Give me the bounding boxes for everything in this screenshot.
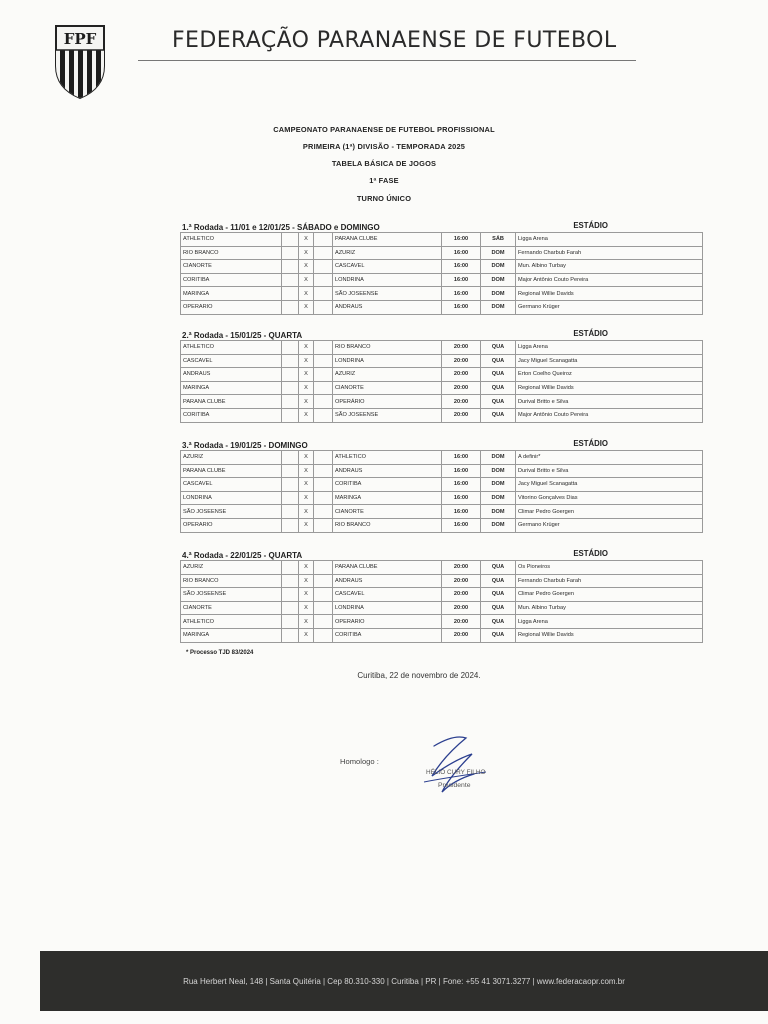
heading-championship: CAMPEONATO PARANAENSE DE FUTEBOL PROFISSIONAL [273, 125, 495, 134]
table-row [181, 233, 703, 247]
table-row [181, 368, 703, 382]
place-date: Curitiba, 22 de novembro de 2024. [357, 671, 481, 680]
spacer-cell [282, 574, 299, 588]
kickoff-time: 16:00 [442, 518, 481, 532]
stadium-name: Jacy Miguel Scanagatta [516, 478, 703, 492]
table-row [181, 628, 703, 642]
weekday: QUA [481, 408, 516, 422]
kickoff-time: 16:00 [442, 300, 481, 314]
versus-mark: X [299, 300, 314, 314]
table-row [181, 287, 703, 301]
title-divider [138, 60, 636, 61]
home-team: PARANA CLUBE [181, 395, 282, 409]
kickoff-time: 20:00 [442, 395, 481, 409]
spacer-cell [314, 588, 333, 602]
spacer-cell [314, 300, 333, 314]
table-row [181, 464, 703, 478]
away-team: CASCAVEL [333, 260, 442, 274]
spacer-cell [314, 341, 333, 355]
versus-mark: X [299, 601, 314, 615]
kickoff-time: 16:00 [442, 478, 481, 492]
weekday: QUA [481, 341, 516, 355]
spacer-cell [314, 628, 333, 642]
spacer-cell [282, 368, 299, 382]
home-team: SÃO JOSEENSE [181, 588, 282, 602]
stadium-name: Fernando Charbub Farah [516, 246, 703, 260]
round-header [180, 438, 684, 450]
stadium-name: Major Antônio Couto Pereira [516, 408, 703, 422]
spacer-cell [282, 246, 299, 260]
home-team: CIANORTE [181, 601, 282, 615]
spacer-cell [314, 260, 333, 274]
away-team: CASCAVEL [333, 588, 442, 602]
stadium-name: Ligga Arena [516, 233, 703, 247]
spacer-cell [314, 246, 333, 260]
table-row [181, 561, 703, 575]
versus-mark: X [299, 368, 314, 382]
table-row [181, 478, 703, 492]
table-row [181, 300, 703, 314]
versus-mark: X [299, 518, 314, 532]
spacer-cell [314, 561, 333, 575]
round-title: 3.ª Rodada - 19/01/25 - DOMINGO [182, 441, 308, 450]
weekday: QUA [481, 588, 516, 602]
spacer-cell [314, 273, 333, 287]
home-team: AZURIZ [181, 561, 282, 575]
versus-mark: X [299, 408, 314, 422]
stadium-column-label: ESTÁDIO [573, 439, 608, 448]
stadium-name: Regional Willie Davids [516, 381, 703, 395]
kickoff-time: 20:00 [442, 601, 481, 615]
kickoff-time: 16:00 [442, 505, 481, 519]
home-team: ATHLETICO [181, 615, 282, 629]
spacer-cell [282, 505, 299, 519]
spacer-cell [314, 478, 333, 492]
home-team: CASCAVEL [181, 354, 282, 368]
versus-mark: X [299, 478, 314, 492]
away-team: LONDRINA [333, 273, 442, 287]
kickoff-time: 16:00 [442, 273, 481, 287]
home-team: RIO BRANCO [181, 246, 282, 260]
away-team: ANDRAUS [333, 300, 442, 314]
stadium-name: Jacy Miguel Scanagatta [516, 354, 703, 368]
weekday: DOM [481, 260, 516, 274]
home-team: CASCAVEL [181, 478, 282, 492]
stadium-name: Ligga Arena [516, 615, 703, 629]
home-team: ANDRAUS [181, 368, 282, 382]
round-title: 1.ª Rodada - 11/01 e 12/01/25 - SÁBADO e DOMINGO [182, 223, 380, 232]
logo-monogram: FPF [63, 30, 97, 48]
away-team: MARINGA [333, 491, 442, 505]
spacer-cell [314, 615, 333, 629]
versus-mark: X [299, 464, 314, 478]
weekday: DOM [481, 478, 516, 492]
games-table [180, 560, 703, 643]
weekday: DOM [481, 287, 516, 301]
table-row [181, 260, 703, 274]
away-team: LONDRINA [333, 354, 442, 368]
weekday: DOM [481, 246, 516, 260]
weekday: QUA [481, 395, 516, 409]
versus-mark: X [299, 287, 314, 301]
table-row [181, 354, 703, 368]
spacer-cell [314, 368, 333, 382]
kickoff-time: 16:00 [442, 287, 481, 301]
stadium-name: A definir* [516, 451, 703, 465]
away-team: LONDRINA [333, 601, 442, 615]
round-header [180, 328, 684, 340]
kickoff-time: 16:00 [442, 491, 481, 505]
stadium-name: Climar Pedro Goergen [516, 505, 703, 519]
home-team: CIANORTE [181, 260, 282, 274]
versus-mark: X [299, 273, 314, 287]
stadium-name: Durival Britto e Silva [516, 395, 703, 409]
versus-mark: X [299, 233, 314, 247]
games-table [180, 232, 703, 315]
weekday: SÁB [481, 233, 516, 247]
spacer-cell [282, 491, 299, 505]
process-note: * Processo TJD 83/2024 [186, 650, 254, 656]
stadium-column-label: ESTÁDIO [573, 549, 608, 558]
away-team: ANDRAUS [333, 574, 442, 588]
weekday: QUA [481, 381, 516, 395]
spacer-cell [282, 233, 299, 247]
spacer-cell [314, 408, 333, 422]
home-team: PARANA CLUBE [181, 464, 282, 478]
spacer-cell [282, 300, 299, 314]
kickoff-time: 20:00 [442, 615, 481, 629]
stadium-name: Regional Willie Davids [516, 287, 703, 301]
spacer-cell [282, 628, 299, 642]
round-3-section [180, 438, 684, 533]
versus-mark: X [299, 354, 314, 368]
kickoff-time: 20:00 [442, 574, 481, 588]
heading-phase: 1ª FASE [369, 176, 399, 185]
versus-mark: X [299, 395, 314, 409]
table-row [181, 273, 703, 287]
away-team: CORITIBA [333, 628, 442, 642]
kickoff-time: 20:00 [442, 628, 481, 642]
table-row [181, 408, 703, 422]
spacer-cell [282, 273, 299, 287]
away-team: AZURIZ [333, 246, 442, 260]
table-row [181, 395, 703, 409]
versus-mark: X [299, 381, 314, 395]
kickoff-time: 16:00 [442, 464, 481, 478]
table-row [181, 491, 703, 505]
versus-mark: X [299, 341, 314, 355]
spacer-cell [314, 395, 333, 409]
home-team: SÃO JOSEENSE [181, 505, 282, 519]
round-4-section [180, 548, 684, 643]
kickoff-time: 16:00 [442, 246, 481, 260]
table-row [181, 588, 703, 602]
spacer-cell [314, 491, 333, 505]
versus-mark: X [299, 561, 314, 575]
weekday: DOM [481, 491, 516, 505]
stadium-name: Major Antônio Couto Pereira [516, 273, 703, 287]
table-row [181, 505, 703, 519]
weekday: DOM [481, 505, 516, 519]
weekday: QUA [481, 601, 516, 615]
kickoff-time: 20:00 [442, 368, 481, 382]
table-row [181, 518, 703, 532]
home-team: RIO BRANCO [181, 574, 282, 588]
home-team: OPERARIO [181, 300, 282, 314]
versus-mark: X [299, 246, 314, 260]
spacer-cell [314, 574, 333, 588]
versus-mark: X [299, 628, 314, 642]
home-team: ATHLETICO [181, 233, 282, 247]
weekday: QUA [481, 354, 516, 368]
stadium-name: Germano Krüger [516, 300, 703, 314]
weekday: DOM [481, 464, 516, 478]
table-row [181, 601, 703, 615]
spacer-cell [314, 464, 333, 478]
away-team: ANDRAUS [333, 464, 442, 478]
stadium-name: Mun. Albino Turbay [516, 260, 703, 274]
signer-role: Presidente [438, 782, 471, 789]
spacer-cell [282, 451, 299, 465]
games-table [180, 340, 703, 423]
spacer-cell [282, 260, 299, 274]
table-row [181, 341, 703, 355]
heading-division: PRIMEIRA (1ª) DIVISÃO - TEMPORADA 2025 [302, 142, 466, 151]
spacer-cell [282, 287, 299, 301]
kickoff-time: 20:00 [442, 408, 481, 422]
versus-mark: X [299, 451, 314, 465]
weekday: QUA [481, 628, 516, 642]
spacer-cell [314, 233, 333, 247]
home-team: MARINGA [181, 287, 282, 301]
footer-address: Rua Herbert Neal, 148 | Santa Quitéria | Cep 80.310-330 | Curitiba | PR | Fone: +55 41 3071.3277 | www.federacaopr.com.br [183, 976, 625, 986]
stadium-name: Vitorino Gonçalves Dias [516, 491, 703, 505]
weekday: DOM [481, 300, 516, 314]
spacer-cell [282, 561, 299, 575]
versus-mark: X [299, 588, 314, 602]
kickoff-time: 20:00 [442, 588, 481, 602]
spacer-cell [282, 588, 299, 602]
home-team: CORITIBA [181, 408, 282, 422]
homologo-label: Homologo : [340, 757, 379, 766]
stadium-name: Ligga Arena [516, 341, 703, 355]
spacer-cell [314, 381, 333, 395]
table-row [181, 246, 703, 260]
footer-bar [40, 951, 768, 1011]
weekday: DOM [481, 451, 516, 465]
away-team: RIO BRANCO [333, 341, 442, 355]
versus-mark: X [299, 260, 314, 274]
versus-mark: X [299, 574, 314, 588]
stadium-column-label: ESTÁDIO [573, 329, 608, 338]
kickoff-time: 16:00 [442, 233, 481, 247]
stadium-name: Germano Krüger [516, 518, 703, 532]
weekday: DOM [481, 273, 516, 287]
away-team: SÃO JOSEENSE [333, 408, 442, 422]
spacer-cell [282, 341, 299, 355]
weekday: QUA [481, 561, 516, 575]
away-team: RIO BRANCO [333, 518, 442, 532]
spacer-cell [314, 505, 333, 519]
spacer-cell [282, 408, 299, 422]
table-row [181, 574, 703, 588]
spacer-cell [282, 381, 299, 395]
weekday: QUA [481, 574, 516, 588]
org-title: FEDERAÇÃO PARANAENSE DE FUTEBOL [172, 28, 617, 53]
stadium-name: Mun. Albino Turbay [516, 601, 703, 615]
spacer-cell [314, 287, 333, 301]
home-team: ATHLETICO [181, 341, 282, 355]
spacer-cell [282, 464, 299, 478]
home-team: MARINGA [181, 628, 282, 642]
heading-turn: TURNO ÚNICO [356, 194, 412, 203]
spacer-cell [282, 615, 299, 629]
spacer-cell [314, 451, 333, 465]
weekday: QUA [481, 368, 516, 382]
kickoff-time: 20:00 [442, 341, 481, 355]
away-team: CORITIBA [333, 478, 442, 492]
stadium-name: Erton Coelho Queiroz [516, 368, 703, 382]
signer-name: HÉLIO CURY FILHO [426, 769, 486, 776]
versus-mark: X [299, 615, 314, 629]
away-team: PARANA CLUBE [333, 561, 442, 575]
stadium-name: Durival Britto e Silva [516, 464, 703, 478]
away-team: AZURIZ [333, 368, 442, 382]
home-team: AZURIZ [181, 451, 282, 465]
weekday: DOM [481, 518, 516, 532]
spacer-cell [314, 601, 333, 615]
stadium-name: Fernando Charbub Farah [516, 574, 703, 588]
spacer-cell [282, 518, 299, 532]
round-header [180, 220, 684, 232]
stadium-name: Regional Willie Davids [516, 628, 703, 642]
weekday: QUA [481, 615, 516, 629]
spacer-cell [314, 518, 333, 532]
stadium-column-label: ESTÁDIO [573, 221, 608, 230]
away-team: OPERÁRIO [333, 395, 442, 409]
home-team: CORITIBA [181, 273, 282, 287]
versus-mark: X [299, 491, 314, 505]
versus-mark: X [299, 505, 314, 519]
home-team: OPERARIO [181, 518, 282, 532]
away-team: PARANA CLUBE [333, 233, 442, 247]
spacer-cell [282, 601, 299, 615]
kickoff-time: 16:00 [442, 260, 481, 274]
kickoff-time: 16:00 [442, 451, 481, 465]
games-table [180, 450, 703, 533]
away-team: ATHLETICO [333, 451, 442, 465]
table-row [181, 451, 703, 465]
stadium-name: Climar Pedro Goergen [516, 588, 703, 602]
spacer-cell [282, 478, 299, 492]
round-1-section [180, 220, 684, 315]
home-team: LONDRINA [181, 491, 282, 505]
round-title: 2.ª Rodada - 15/01/25 - QUARTA [182, 331, 303, 340]
round-title: 4.ª Rodada - 22/01/25 - QUARTA [182, 551, 303, 560]
table-row [181, 381, 703, 395]
home-team: MARINGA [181, 381, 282, 395]
stadium-name: Os Pioneiros [516, 561, 703, 575]
table-row [181, 615, 703, 629]
away-team: CIANORTE [333, 505, 442, 519]
away-team: CIANORTE [333, 381, 442, 395]
away-team: OPERARIO [333, 615, 442, 629]
spacer-cell [282, 354, 299, 368]
round-header [180, 548, 684, 560]
spacer-cell [282, 395, 299, 409]
kickoff-time: 20:00 [442, 381, 481, 395]
round-2-section [180, 328, 684, 423]
spacer-cell [314, 354, 333, 368]
kickoff-time: 20:00 [442, 354, 481, 368]
kickoff-time: 20:00 [442, 561, 481, 575]
fpf-shield-logo-icon [52, 20, 108, 100]
heading-table: TABELA BÁSICA DE JOGOS [331, 159, 437, 168]
away-team: SÃO JOSEENSE [333, 287, 442, 301]
